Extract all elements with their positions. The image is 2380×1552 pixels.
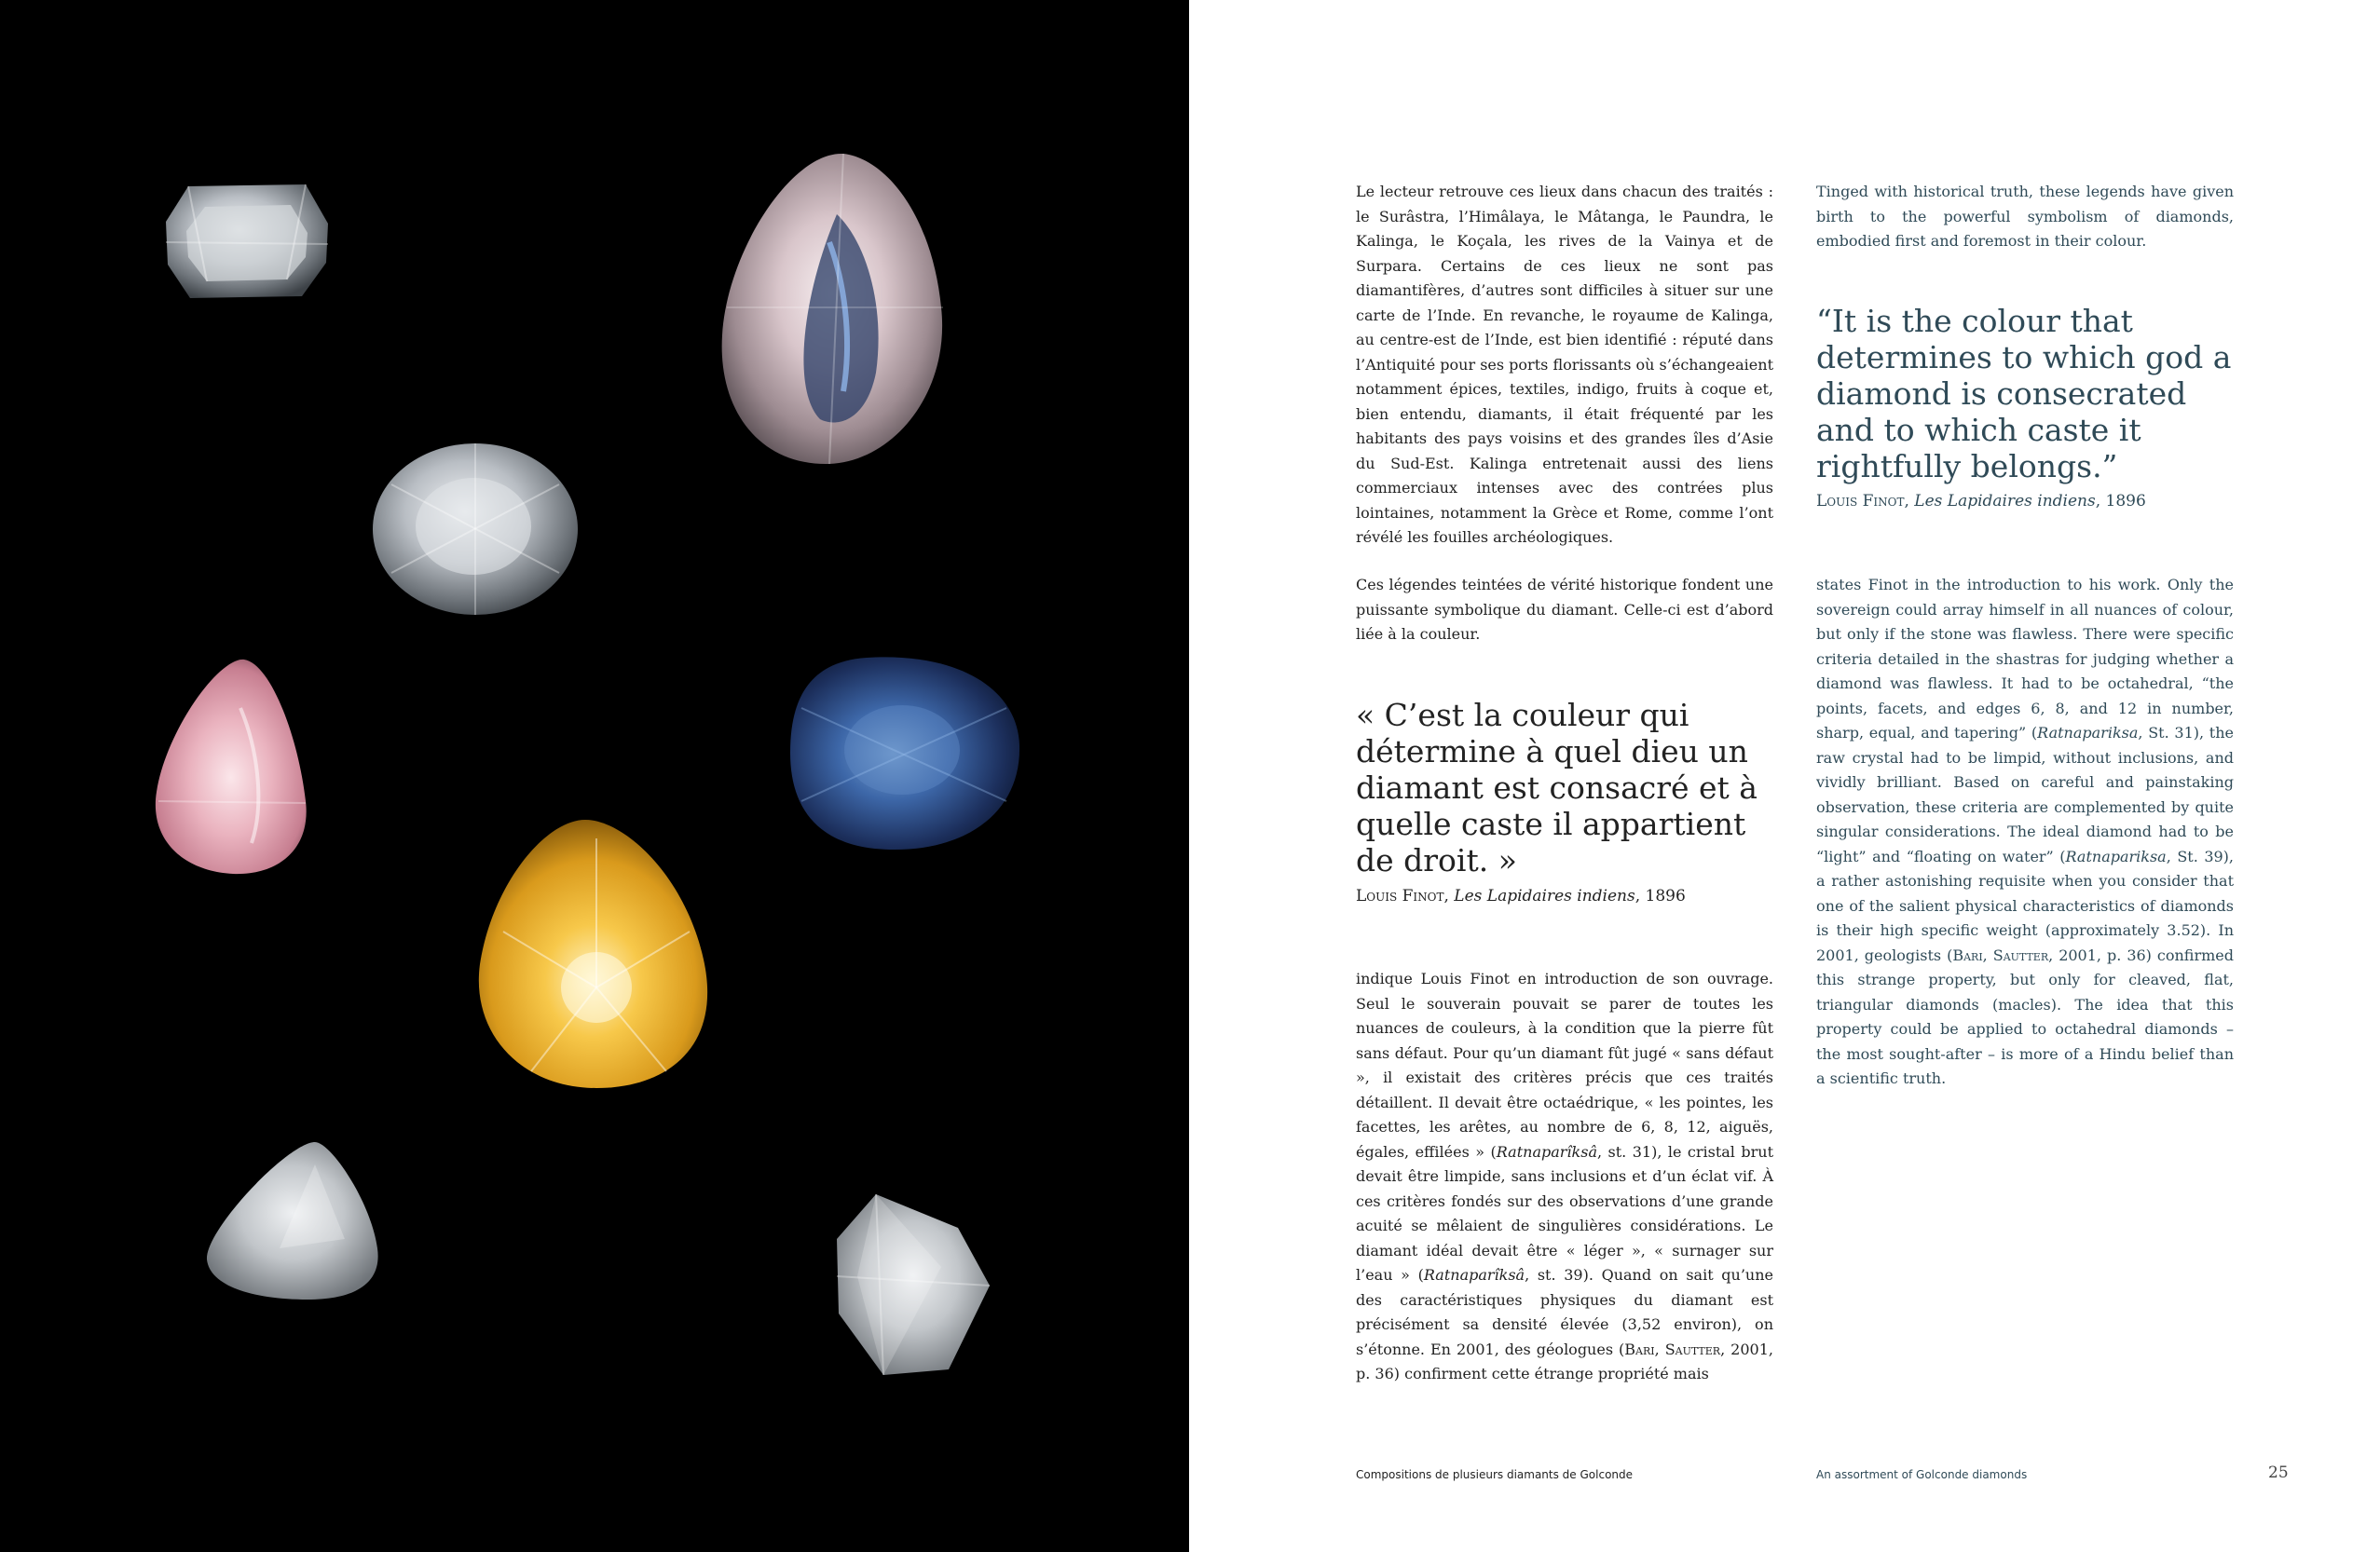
french-pull-quote: « C’est la couleur qui détermine à quel dieu un diamant est consacré et à quelle caste il appartient de droit. »: [1356, 697, 1758, 878]
french-quote-citation: [1356, 885, 1785, 907]
french-paragraph-2: Ces légendes teintées de vérité historique fondent une puissante symbolique du diamant. Celle-ci est d’abord liée à la couleur.: [1356, 576, 1773, 643]
english-paragraph-2: states Finot in the introduction to his work. Only the sovereign could array himself in all nuances of colour, but only if the stone was flawless. There were specific criteria detailed in the shastras for judging whether a diamond was flawless. It had to be octahedral, “the points, facets, and edges 6, 8, and 12 in number, sharp, equal, and tapering” (Ratnapariksa, St. 31), the raw crystal had to be limpid, without inclusions, and vividly brilliant. Based on careful and painstaking observation, these criteria are complemented by quite singular considerations. The ideal diamond had to be “light” and “floating on water” (Ratnapariksa, St. 39), a rather astonishing requisite when you consider that one of the salient physical characteristics of diamonds is their high specific weight (approximately 3.52). In 2001, geologists (Bari, Sautter, 2001, p. 36) confirmed this strange property, but only for cleaved, flat, triangular diamonds (macles). The idea that this property could be applied to octahedral diamonds – the most sought-after – is more of a Hindu belief than a scientific truth.: [1816, 576, 2235, 1087]
french-paragraph-3: indique Louis Finot en introduction de son ouvrage. Seul le souverain pouvait se parer de toutes les nuances de couleurs, à la condition que la pierre fût sans défaut. Pour qu’un diamant fût jugé « sans défaut », il existait des critères précis que ces traités détaillent. Il devait être octaédrique, « les pointes, les facettes, les arêtes, au nombre de 6, 8, 12, aiguës, égales, effilées » (Ratnaparîksâ, st. 31), le cristal brut devait être limpide, sans inclusions et d’un éclat vif. À ces critères fondés sur des observations d’une grande acuité se mêlaient de singulières considérations. Le diamant idéal devait être « léger », « surnager sur l’eau » (Ratnaparîksâ, st. 39). Quand on sait qu’une des caractéristiques physiques du diamant est précisément sa densité élevée (3,52 environ), on s’étonne. En 2001, des géologues (Bari, Sautter, 2001, p. 36) confirment cette étrange propriété mais: [1356, 970, 1774, 1382]
pink-pear-diamond: [156, 660, 307, 874]
french-paragraph-1: Le lecteur retrouve ces lieux dans chacun des traités : le Surâstra, l’Himâlaya, le Mâtanga, le Paundra, le Kalinga, le Koçala, les rives de la Vainya et de Surpara. Certains de ces lieux ne sont pas diamantifères, d’autres sont difficiles à situer sur une carte de l’Inde. En revanche, le royaume de Kalinga, au centre-est de l’Inde, est bien identifié : réputé dans l’Antiquité pour ses ports florissants où s’échangeaient notamment épices, textiles, indigo, fruits à coque et, bien entendu, diamants, il était fréquenté par les habitants des pays voisins et des grandes îles d’Asie du Sud-Est. Kalinga entretenait aussi des liens commerciaux intenses avec des contrées plus lointaines, notamment la Grèce et Rome, comme l’ont révélé les fouilles archéologiques.: [1356, 183, 1773, 546]
english-pull-quote: “It is the colour that determines to which god a diamond is consecrated and to which caste it rightfully belongs.”: [1816, 303, 2232, 484]
cite-work: Les Lapidaires indiens: [1914, 492, 2096, 511]
cite-author: Louis Finot: [1356, 887, 1444, 905]
clear-emerald-cut-diamond: [166, 184, 328, 298]
cite-work: Les Lapidaires indiens: [1454, 887, 1635, 905]
cite-separator: ,: [1904, 492, 1915, 511]
blue-cushion-diamond: [790, 657, 1019, 850]
english-paragraph-1: Tinged with historical truth, these legends have given birth to the powerful symbolism of diamonds, embodied first and foremost in their colour.: [1816, 183, 2234, 250]
cite-author: Louis Finot: [1816, 492, 1905, 511]
clear-round-diamond: [373, 443, 578, 615]
large-pink-pear-diamond: [722, 154, 943, 464]
rough-octahedral-diamond: [837, 1194, 990, 1375]
yellow-pear-diamond: [479, 820, 707, 1088]
cite-separator: ,: [1443, 887, 1455, 905]
english-photo-caption: An assortment of Golconde diamonds: [1816, 1468, 2028, 1481]
french-photo-caption: Compositions de plusieurs diamants de Golconde: [1356, 1468, 1634, 1481]
diamond-photograph: [0, 0, 1189, 1552]
cite-year: , 1896: [2095, 492, 2146, 511]
text-page: [1189, 0, 2380, 1552]
rough-triangular-diamond: [207, 1142, 378, 1300]
page-number: 25: [2268, 1464, 2289, 1482]
english-quote-citation: [1816, 490, 2245, 512]
cite-year: , 1896: [1635, 887, 1686, 905]
